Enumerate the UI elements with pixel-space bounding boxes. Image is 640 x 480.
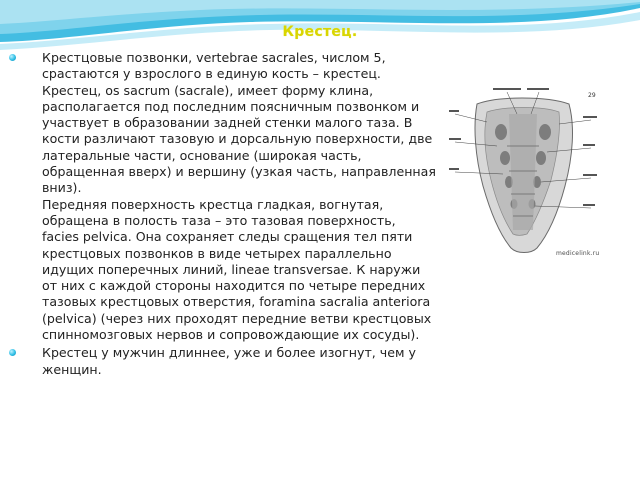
paragraph-male-female: Крестец у мужчин длиннее, уже и более изогнут, чем у женщин. [42, 345, 416, 377]
bullet-item [36, 50, 436, 343]
slide-title: Крестец. [282, 24, 358, 40]
sacrum-illustration [447, 86, 599, 264]
paragraph-sacral-vertebrae: Крестцовые позвонки, vertebrae sacrales, числом 5, срастаются у взрослого в единую кость – крестец. [42, 50, 386, 82]
paragraph-facies-pelvica: Передняя поверхность крестца гладкая, вогнутая, обращена в полость таза – это тазовая поверхность, facies pelvica. Она сохраняет следы сращения тел пяти крестцовых позвонков в виде четырех параллельно идущих поперечных линий, lineae transversae. К наружи от них с каждой стороны находится по четыре передних тазовых крестцовых отверстия, foramina sacralia anteriora (pelvica) (через них проходят передние ветви крестцовых спинномозговых нервов и сопровождающие их сосуды). [42, 196, 432, 343]
figure-watermark: medicelink.ru [556, 250, 600, 257]
figure-page-number: 29 [588, 92, 596, 99]
bullet-item [36, 345, 436, 378]
bullet-dot-icon [9, 54, 16, 61]
paragraph-os-sacrum: Крестец, os sacrum (sacrale), имеет форму клина, располагается под последним поясничным позвонком и участвует в образовании задней стенки малого таза. В кости различают тазовую и дорсальную поверхности, две латеральные части, основание (широкая часть, обращенная вверх) и вершину (узкая часть, направленная вниз). [42, 82, 436, 196]
bullet-list [36, 50, 436, 380]
bullet-dot-icon [9, 349, 16, 356]
